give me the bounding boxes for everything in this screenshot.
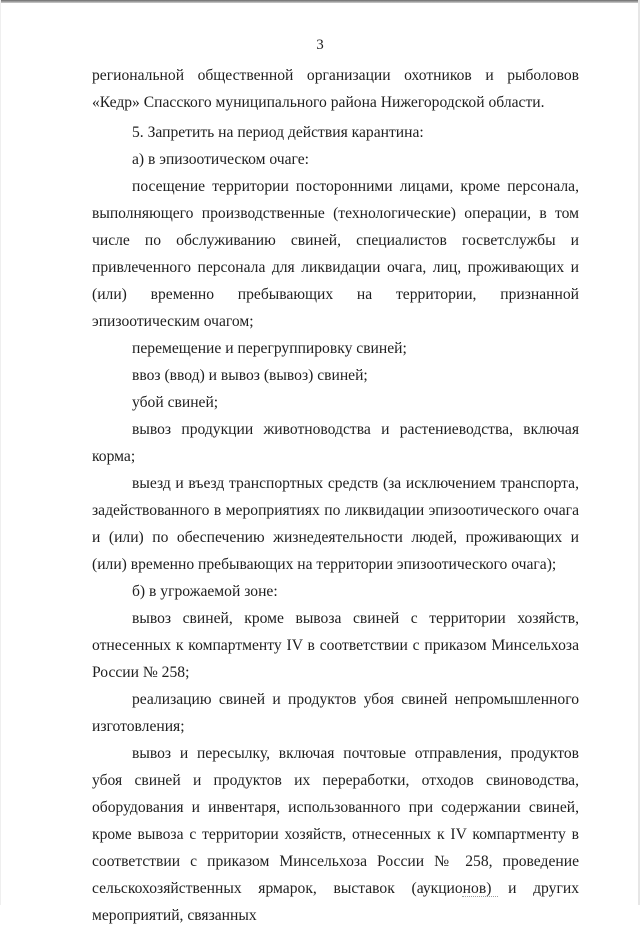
paragraph-visiting-restriction: посещение территории посторонними лицами, кроме персонала, выполняющего производственные (технологические) операции, в том числе по обслуживанию свиней, специалистов госветслужбы и привлеченного персонала для ликвидации очага, лиц, проживающих и (или) временно пребывающих на территории, признанной эпизоотическим очагом;	[92, 178, 579, 330]
paragraph-pig-export-restriction: вывоз свиней, кроме вывоза свиней с территории хозяйств, отнесенных к компартменту IV в соответствии с приказом Минсельхоза России № 258;	[92, 610, 579, 681]
paragraph-subitem-b-heading: б) в угрожаемой зоне:	[132, 583, 278, 600]
paragraph-import-export-restriction: ввоз (ввод) и вывоз (вывоз) свиней;	[132, 367, 368, 384]
scan-top-edge	[0, 0, 640, 3]
paragraph-subitem-a-heading: а) в эпизоотическом очаге:	[132, 151, 309, 168]
scan-artifact-mark	[462, 896, 498, 899]
page-number: 3	[316, 37, 324, 53]
paragraph-slaughter-restriction: убой свиней;	[132, 394, 219, 411]
scan-left-edge	[0, 0, 1, 905]
paragraph-regrouping-restriction: перемещение и перегруппировку свиней;	[132, 340, 407, 357]
paragraph-products-restriction: вывоз продукции животноводства и растениеводства, включая корма;	[92, 421, 579, 465]
paragraph-sale-restriction: реализацию свиней и продуктов убоя свиней непромышленного изготовления;	[92, 691, 579, 735]
paragraph-transport-restriction: выезд и въезд транспортных средств (за исключением транспорта, задействованного в мероприятиях по ликвидации эпизоотического очага и (или) по обеспечению жизнедеятельности людей, проживающих и (или) временно пребывающих на территории эпизоотического очага);	[92, 475, 579, 573]
document-body	[92, 62, 579, 929]
paragraph-item-5-heading: 5. Запретить на период действия карантина:	[132, 124, 424, 141]
paragraph-shipping-restriction: вывоз и пересылку, включая почтовые отправления, продуктов убоя свиней и продуктов их переработки, отходов свиноводства, оборудования и инвентаря, использованного при содержании свиней, кроме вывоза с территории хозяйств, отнесенных к IV компартменту в соответствии с приказом Минсельхоза России № 258, проведение сельскохозяйственных ярмарок, выставок (аукционов) и других мероприятий, связанных	[92, 745, 579, 924]
paragraph-organization-continued: региональной общественной организации охотников и рыболовов «Кедр» Спасского муниципального района Нижегородской области.	[92, 67, 579, 111]
